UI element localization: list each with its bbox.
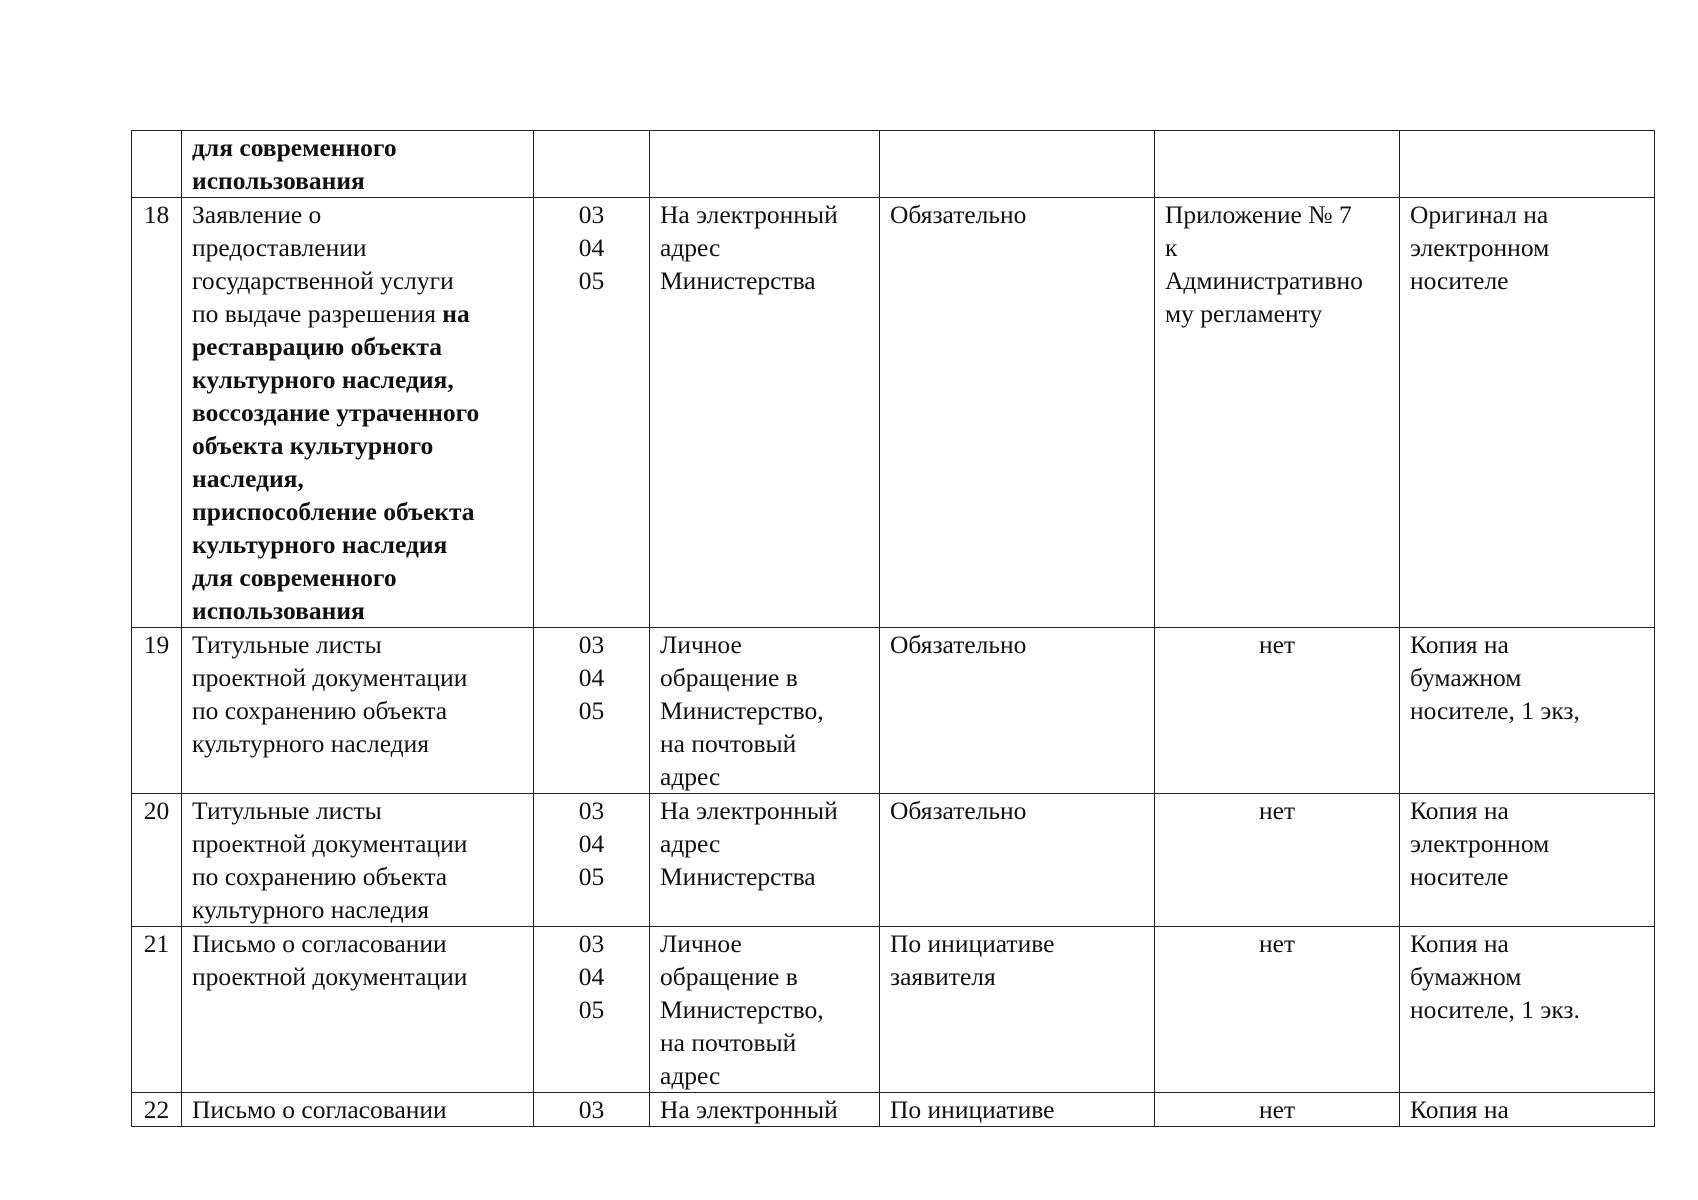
code-value: 03 (578, 796, 605, 825)
code-value: 04 (578, 962, 605, 991)
codes-cell (534, 628, 650, 794)
submission-method-line: адрес (660, 233, 721, 262)
code-value: 04 (578, 663, 605, 692)
form-template-line: к (1165, 233, 1178, 262)
mandatory-line: По инициативе (890, 1095, 1055, 1124)
document-name-line: наследия, (192, 464, 304, 493)
document-name-line: проектной документации (192, 962, 468, 991)
documents-table (131, 130, 1655, 1127)
submission-method-line: на почтовый (660, 729, 797, 758)
document-name-line: проектной документации (192, 829, 468, 858)
row-number: 19 (143, 630, 170, 659)
code-value: 05 (578, 266, 605, 295)
form-template-cell (1155, 131, 1400, 198)
submission-method-line: Министерство, (660, 995, 824, 1024)
mandatory-cell (880, 1093, 1155, 1127)
form-template-cell (1155, 1093, 1400, 1127)
code-value: 04 (578, 233, 605, 262)
submission-method-line: обращение в (660, 663, 798, 692)
submission-method-line: Министерство, (660, 696, 824, 725)
document-name-line: объекта культурного (192, 431, 434, 460)
row-number-cell (132, 927, 182, 1093)
document-name-bold-tail: на (442, 299, 470, 328)
submission-method-line: на почтовый (660, 1028, 797, 1057)
submission-method-cell (650, 628, 880, 794)
document-name-line: для современного (192, 133, 397, 162)
mandatory-line: заявителя (890, 962, 996, 991)
row-number: 20 (143, 796, 170, 825)
form-template-line: нет (1258, 630, 1296, 659)
mandatory-line: Обязательно (890, 630, 1027, 659)
form-template-line: нет (1258, 929, 1296, 958)
submission-method-line: адрес (660, 762, 721, 791)
submission-method-cell (650, 794, 880, 927)
table-row (132, 1093, 1655, 1127)
code-value: 05 (578, 995, 605, 1024)
code-value: 03 (578, 929, 605, 958)
submission-method-line: Личное (660, 630, 742, 659)
document-name-line: реставрацию объекта (192, 332, 442, 361)
row-number-cell (132, 628, 182, 794)
document-kind-cell (1400, 131, 1655, 198)
document-name-line: по сохранению объекта (192, 862, 448, 891)
document-name-cell (182, 131, 534, 198)
code-value: 05 (578, 862, 605, 891)
document-kind-line: Копия на (1410, 1095, 1509, 1124)
document-kind-line: бумажном (1410, 663, 1522, 692)
document-name-line: использования (192, 166, 365, 195)
document-kind-line: электронном (1410, 829, 1550, 858)
document-name-line: по выдаче разрешения на (192, 299, 470, 328)
document-name-line: культурного наследия (192, 530, 448, 559)
submission-method-line: Министерства (660, 266, 816, 295)
document-kind-line: бумажном (1410, 962, 1522, 991)
document-kind-cell (1400, 927, 1655, 1093)
table-body (132, 131, 1655, 1127)
document-name-line: по сохранению объекта (192, 696, 448, 725)
document-name-line: Заявление о (192, 200, 322, 229)
mandatory-cell (880, 628, 1155, 794)
form-template-cell (1155, 927, 1400, 1093)
submission-method-line: На электронный (660, 200, 838, 229)
mandatory-line: Обязательно (890, 200, 1027, 229)
form-template-line: му регламенту (1165, 299, 1323, 328)
document-name-line: для современного (192, 563, 397, 592)
row-number-cell (132, 198, 182, 628)
document-name-line: культурного наследия, (192, 365, 454, 394)
document-name-line: культурного наследия (192, 729, 430, 758)
code-value: 03 (578, 200, 605, 229)
mandatory-line: Обязательно (890, 796, 1027, 825)
submission-method-cell (650, 927, 880, 1093)
document-kind-line: носителе, 1 экз. (1410, 995, 1580, 1024)
codes-cell (534, 131, 650, 198)
document-kind-cell (1400, 628, 1655, 794)
codes-cell (534, 1093, 650, 1127)
mandatory-cell (880, 794, 1155, 927)
document-name-line: государственной услуги (192, 266, 454, 295)
document-name-line: Письмо о согласовании (192, 929, 447, 958)
document-name-line: Письмо о согласовании (192, 1095, 447, 1124)
document-name-line: Титульные листы (192, 630, 382, 659)
document-name-cell (182, 794, 534, 927)
submission-method-line: На электронный (660, 1095, 838, 1124)
submission-method-cell (650, 131, 880, 198)
document-kind-line: носителе (1410, 266, 1509, 295)
document-kind-cell (1400, 1093, 1655, 1127)
document-kind-cell (1400, 794, 1655, 927)
document-name-line: культурного наследия (192, 895, 430, 924)
document-kind-line: электронном (1410, 233, 1550, 262)
table-row (132, 198, 1655, 628)
form-template-line: Приложение № 7 (1165, 200, 1352, 229)
document-kind-line: Копия на (1410, 929, 1509, 958)
mandatory-cell (880, 927, 1155, 1093)
row-number: 21 (143, 929, 170, 958)
form-template-line: нет (1258, 1095, 1296, 1124)
document-name-line: использования (192, 596, 365, 625)
codes-cell (534, 927, 650, 1093)
table-row (132, 628, 1655, 794)
document-name-line: проектной документации (192, 663, 468, 692)
document-kind-cell (1400, 198, 1655, 628)
document-name-line: воссоздание утраченного (192, 398, 480, 427)
mandatory-cell (880, 198, 1155, 628)
codes-cell (534, 198, 650, 628)
submission-method-line: Личное (660, 929, 742, 958)
submission-method-line: адрес (660, 1061, 721, 1090)
row-number: 18 (143, 200, 170, 229)
form-template-line: Административно (1165, 266, 1363, 295)
form-template-line: нет (1258, 796, 1296, 825)
form-template-cell (1155, 198, 1400, 628)
document-kind-line: носителе (1410, 862, 1509, 891)
document-name-cell (182, 628, 534, 794)
submission-method-line: На электронный (660, 796, 838, 825)
codes-cell (534, 794, 650, 927)
document-name-line: Титульные листы (192, 796, 382, 825)
document-name-line: приспособление объекта (192, 497, 475, 526)
mandatory-line: По инициативе (890, 929, 1055, 958)
form-template-cell (1155, 628, 1400, 794)
code-value: 05 (578, 696, 605, 725)
submission-method-cell (650, 198, 880, 628)
code-value: 04 (578, 829, 605, 858)
submission-method-line: адрес (660, 829, 721, 858)
document-name-cell (182, 198, 534, 628)
code-value: 03 (578, 1095, 605, 1124)
form-template-cell (1155, 794, 1400, 927)
mandatory-cell (880, 131, 1155, 198)
document-kind-line: носителе, 1 экз, (1410, 696, 1580, 725)
submission-method-line: обращение в (660, 962, 798, 991)
table-row (132, 794, 1655, 927)
document-kind-line: Копия на (1410, 796, 1509, 825)
submission-method-cell (650, 1093, 880, 1127)
table-row (132, 927, 1655, 1093)
row-number-cell (132, 794, 182, 927)
document-name-line: предоставлении (192, 233, 367, 262)
row-number-cell (132, 1093, 182, 1127)
document-kind-line: Копия на (1410, 630, 1509, 659)
table-row (132, 131, 1655, 198)
row-number: 22 (143, 1095, 170, 1124)
submission-method-line: Министерства (660, 862, 816, 891)
document-kind-line: Оригинал на (1410, 200, 1549, 229)
document-name-cell (182, 1093, 534, 1127)
row-number-cell (132, 131, 182, 198)
code-value: 03 (578, 630, 605, 659)
document-name-cell (182, 927, 534, 1093)
